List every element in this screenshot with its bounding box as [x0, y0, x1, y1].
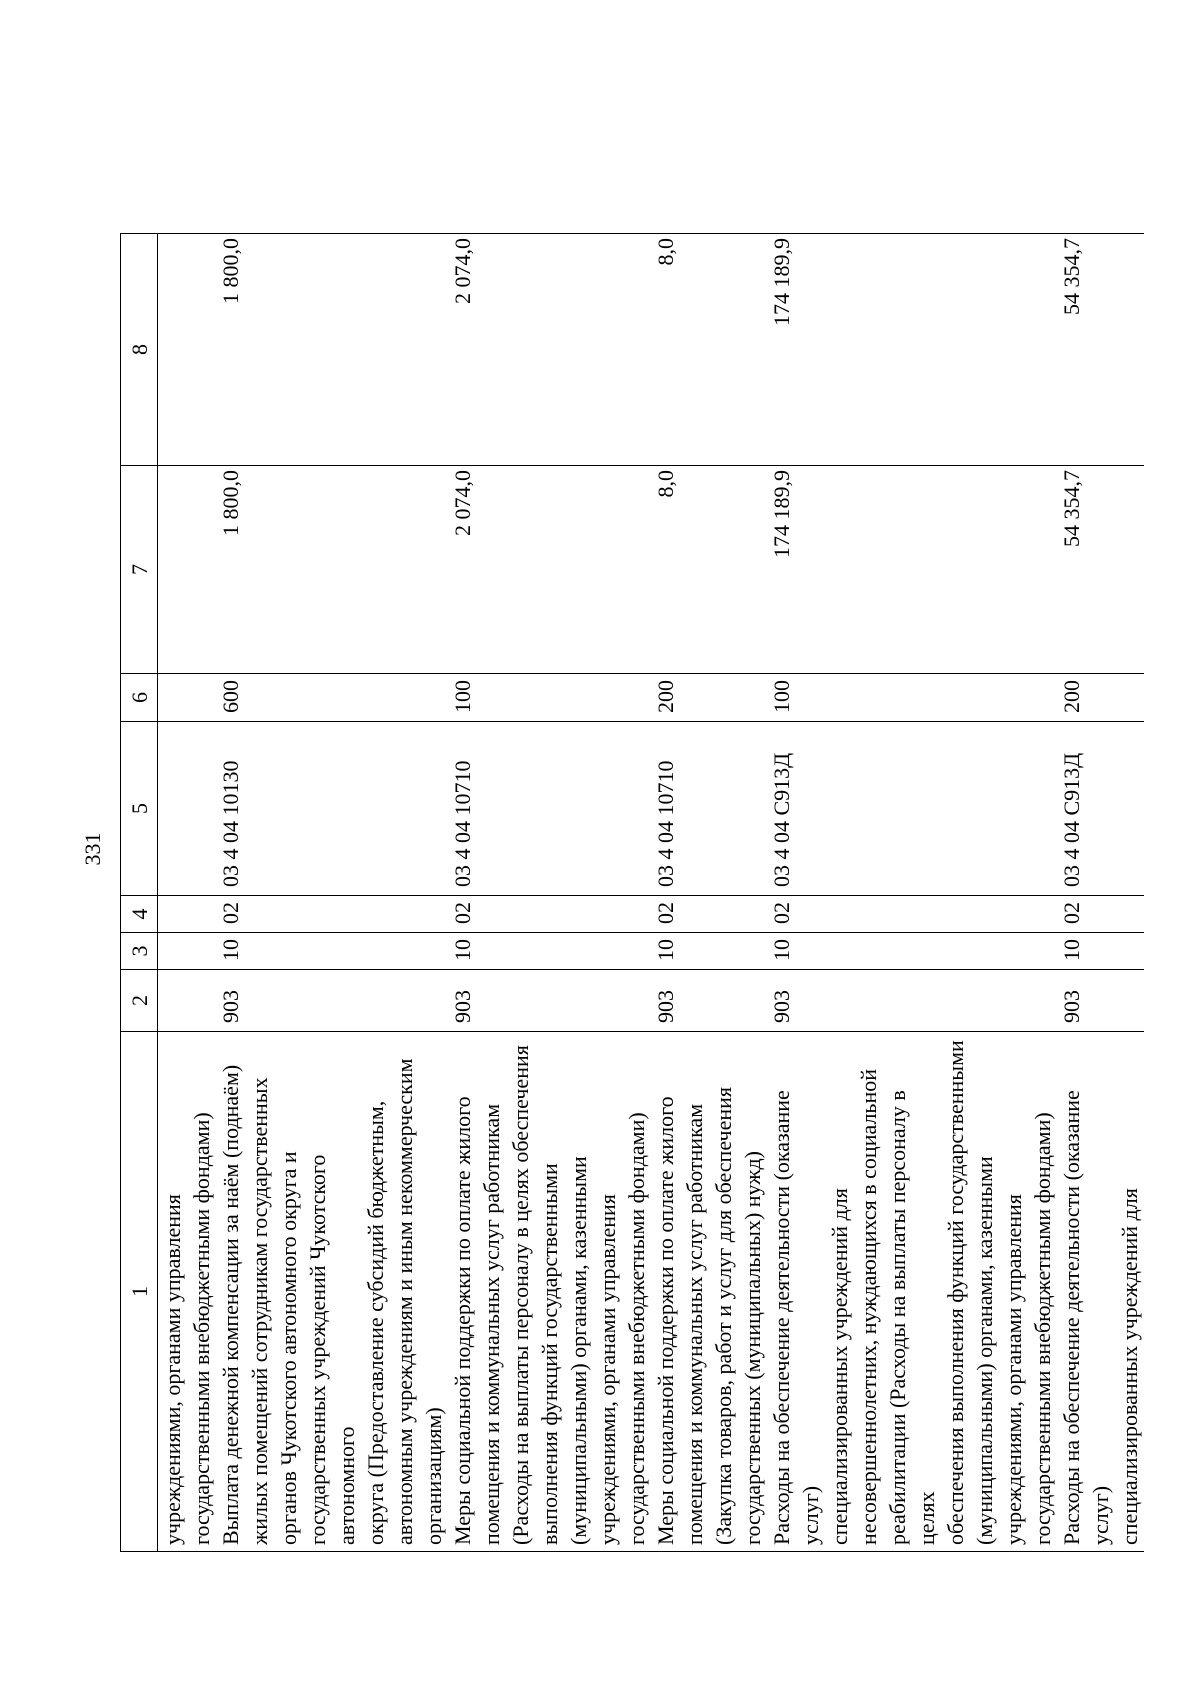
header-row [121, 234, 158, 1552]
table-row [1057, 234, 1144, 1552]
cell-col-3: 10 [651, 933, 767, 970]
cell-col-3: 10 [216, 933, 448, 970]
description-line: несовершеннолетних, нуждающихся в социальной [856, 1069, 881, 1545]
row-description [448, 1032, 651, 1552]
cell-col-4: 02 [448, 896, 651, 933]
cell-col-6: 100 [448, 674, 651, 722]
cell-col-4: 02 [651, 896, 767, 933]
column-header-1: 1 [121, 1032, 158, 1552]
column-header-3: 3 [121, 933, 158, 970]
cell-col-8: 54 354,7 [1057, 234, 1144, 466]
budget-table [120, 233, 1144, 1552]
cell-col-6: 600 [216, 674, 448, 722]
cell-col-2: 903 [651, 970, 767, 1032]
description-line: организациям) [421, 1407, 446, 1545]
cell-col-2: 903 [767, 970, 1057, 1032]
description-line: выполнения функций государственными [537, 1163, 562, 1545]
cell-col-3 [158, 933, 217, 970]
cell-col-4: 02 [767, 896, 1057, 933]
description-line: органов Чукотского автономного округа и [276, 1151, 301, 1545]
cell-col-6: 100 [767, 674, 1057, 722]
description-line: (Закупка товаров, работ и услуг для обеспечения [711, 1086, 736, 1545]
cell-col-3: 10 [767, 933, 1057, 970]
description-line: (Расходы на выплаты персоналу в целях обеспечения [508, 1045, 533, 1545]
description-line: специализированных учреждений для [827, 1188, 852, 1545]
cell-col-8: 1 800,0 [216, 234, 448, 466]
description-line: учреждениями, органами управления [1001, 1194, 1026, 1545]
cell-col-5 [158, 722, 217, 896]
cell-col-4 [158, 896, 217, 933]
cell-col-5: 03 4 04 С913Д [767, 722, 1057, 896]
table-row [216, 234, 448, 1552]
cell-col-2: 903 [448, 970, 651, 1032]
cell-col-6: 200 [651, 674, 767, 722]
description-line: Меры социальной поддержки по оплате жилого [450, 1096, 475, 1545]
description-line: государственными внебюджетными фондами) [1030, 1112, 1055, 1545]
table-row [767, 234, 1057, 1552]
cell-col-2 [158, 970, 217, 1032]
description-line: (муниципальными) органами, казенными [566, 1156, 591, 1545]
cell-col-7: 2 074,0 [448, 466, 651, 674]
description-line: жилых помещений сотрудникам государственных [247, 1077, 272, 1545]
row-description [216, 1032, 448, 1552]
description-line: государственными внебюджетными фондами) [624, 1112, 649, 1545]
row-description [651, 1032, 767, 1552]
description-line: реабилитации (Расходы на выплаты персоналу в целях [885, 1090, 939, 1545]
table-row [158, 234, 217, 1552]
table-body [158, 234, 1145, 1552]
cell-col-3: 10 [448, 933, 651, 970]
description-line: Расходы на обеспечение деятельности (оказание услуг) [769, 1090, 823, 1545]
table-row [651, 234, 767, 1552]
cell-col-2: 903 [1057, 970, 1144, 1032]
cell-col-5: 03 4 04 С913Д [1057, 722, 1144, 896]
column-header-6: 6 [121, 674, 158, 722]
cell-col-7: 174 189,9 [767, 466, 1057, 674]
cell-col-7: 8,0 [651, 466, 767, 674]
description-line: округа (Предоставление субсидий бюджетным, [363, 1100, 388, 1545]
cell-col-6: 200 [1057, 674, 1144, 722]
cell-col-8 [158, 234, 217, 466]
cell-col-5: 03 4 04 10130 [216, 722, 448, 896]
column-header-4: 4 [121, 896, 158, 933]
column-header-7: 7 [121, 466, 158, 674]
description-line: учреждениями, органами управления [160, 1194, 185, 1545]
description-line: помещения и коммунальных услуг работникам [479, 1103, 504, 1545]
cell-col-5: 03 4 04 10710 [448, 722, 651, 896]
description-line: автономным учреждениям и иным некоммерческим [392, 1058, 417, 1545]
row-description [158, 1032, 217, 1552]
description-line: (муниципальными) органами, казенными [972, 1156, 997, 1545]
table-row [448, 234, 651, 1552]
description-line: специализированных учреждений для [1117, 1188, 1142, 1545]
description-line: обеспечения выполнения функций государственными [943, 1040, 968, 1545]
cell-col-3: 10 [1057, 933, 1144, 970]
cell-col-8: 8,0 [651, 234, 767, 466]
cell-col-4: 02 [1057, 896, 1144, 933]
cell-col-7: 54 354,7 [1057, 466, 1144, 674]
cell-col-7: 1 800,0 [216, 466, 448, 674]
page-number: 331 [80, 832, 105, 866]
description-line: государственных (муниципальных) нужд) [740, 1151, 765, 1545]
column-header-2: 2 [121, 970, 158, 1032]
table-header [121, 234, 158, 1552]
cell-col-7 [158, 466, 217, 674]
column-header-5: 5 [121, 722, 158, 896]
description-line: государственными внебюджетными фондами) [189, 1112, 214, 1545]
column-header-8: 8 [121, 234, 158, 466]
cell-col-2: 903 [216, 970, 448, 1032]
description-line: Расходы на обеспечение деятельности (оказание услуг) [1059, 1090, 1113, 1545]
cell-col-6 [158, 674, 217, 722]
description-line: Меры социальной поддержки по оплате жилого [653, 1096, 678, 1545]
cell-col-8: 2 074,0 [448, 234, 651, 466]
cell-col-4: 02 [216, 896, 448, 933]
description-line: Выплата денежной компенсации за наём (поднаём) [218, 1064, 243, 1545]
row-description [1057, 1032, 1144, 1552]
description-line: помещения и коммунальных услуг работникам [682, 1103, 707, 1545]
description-line: учреждениями, органами управления [595, 1194, 620, 1545]
description-line: государственных учреждений Чукотского автономного [305, 1154, 359, 1545]
cell-col-5: 03 4 04 10710 [651, 722, 767, 896]
row-description [767, 1032, 1057, 1552]
cell-col-8: 174 189,9 [767, 234, 1057, 466]
